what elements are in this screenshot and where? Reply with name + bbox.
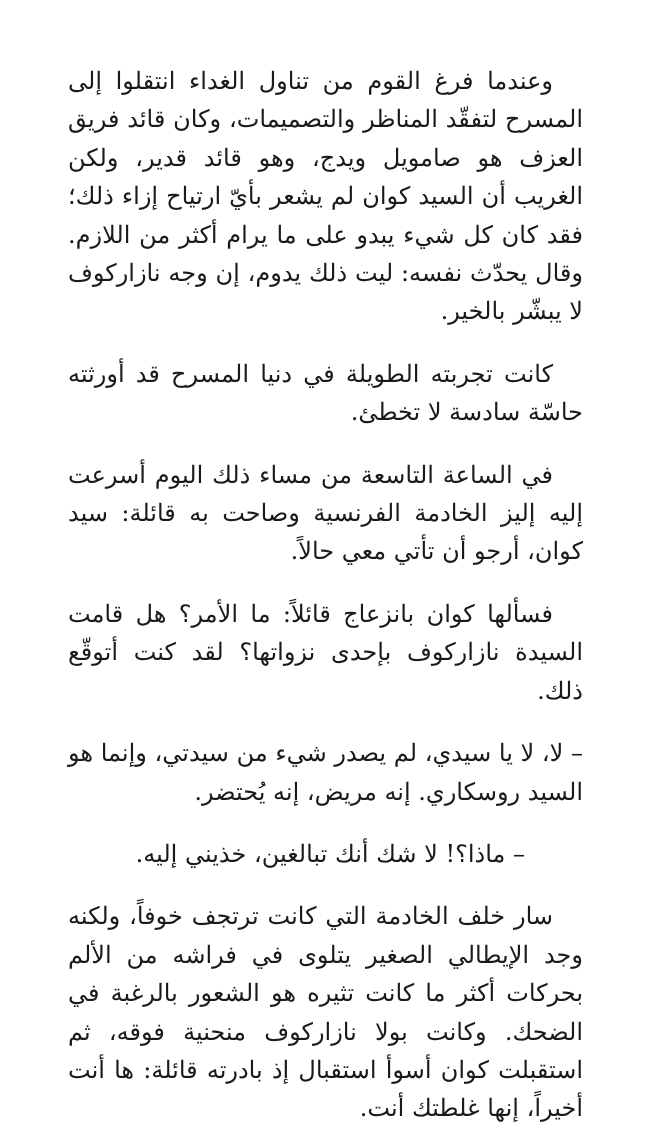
paragraph-dialogue-what: – ماذا؟! لا شك أنك تبالغين، خذيني إليه.	[135, 839, 525, 868]
paragraph-follows-maid: سار خلف الخادمة التي كانت ترتجف خوفاً، ولكنه وجد الإيطالي الصغير يتلوى في فراشه من الألم بحركات أكثر ما كانت تثيره هو الشعور بالرغبة في الضحك. وكانت بولا نازاركوف منحنية فوقه، ثم استقبلت كوان أسوأ استقبال إذ بادرته قائلة: ها أنت أخيراً، إنها غلطتك أنت.	[68, 902, 583, 1123]
book-page	[68, 62, 583, 1128]
paragraph-elise-arrives: في الساعة التاسعة من مساء ذلك اليوم أسرعت إليه إليز الخادمة الفرنسية وصاحت به قائلة: سيد كوان، أرجو أن تأتي معي حالاً.	[68, 460, 583, 566]
paragraph-dialogue-no-sir: – لا، لا يا سيدي، لم يصدر شيء من سيدتي، وإنما هو السيد روسكاري. إنه مريض، إنه يُحتضر.	[68, 739, 583, 806]
paragraph-cowan-asks: فسألها كوان بانزعاج قائلاً: ما الأمر؟ هل قامت السيدة نازاركوف بإحدى نزواتها؟ لقد كنت أتوقّع ذلك.	[68, 599, 583, 705]
paragraph-sixth-sense: كانت تجربته الطويلة في دنيا المسرح قد أورثته حاسّة سادسة لا تخطئ.	[68, 359, 583, 427]
paragraph-lunch-theatre: وعندما فرغ القوم من تناول الغداء انتقلوا إلى المسرح لتفقّد المناظر والتصميمات، وكان قائد فريق العزف هو صامويل ويدج، وهو قائد قدير، ولكن الغريب أن السيد كوان لم يشعر بأيّ ارتياح إزاء ذلك؛ فقد كان كل شيء يبدو على ما يرام أكثر من اللازم. وقال يحدّث نفسه: ليت ذلك يدوم، إن وجه نازاركوف لا يبشّر بالخير.	[68, 67, 583, 326]
